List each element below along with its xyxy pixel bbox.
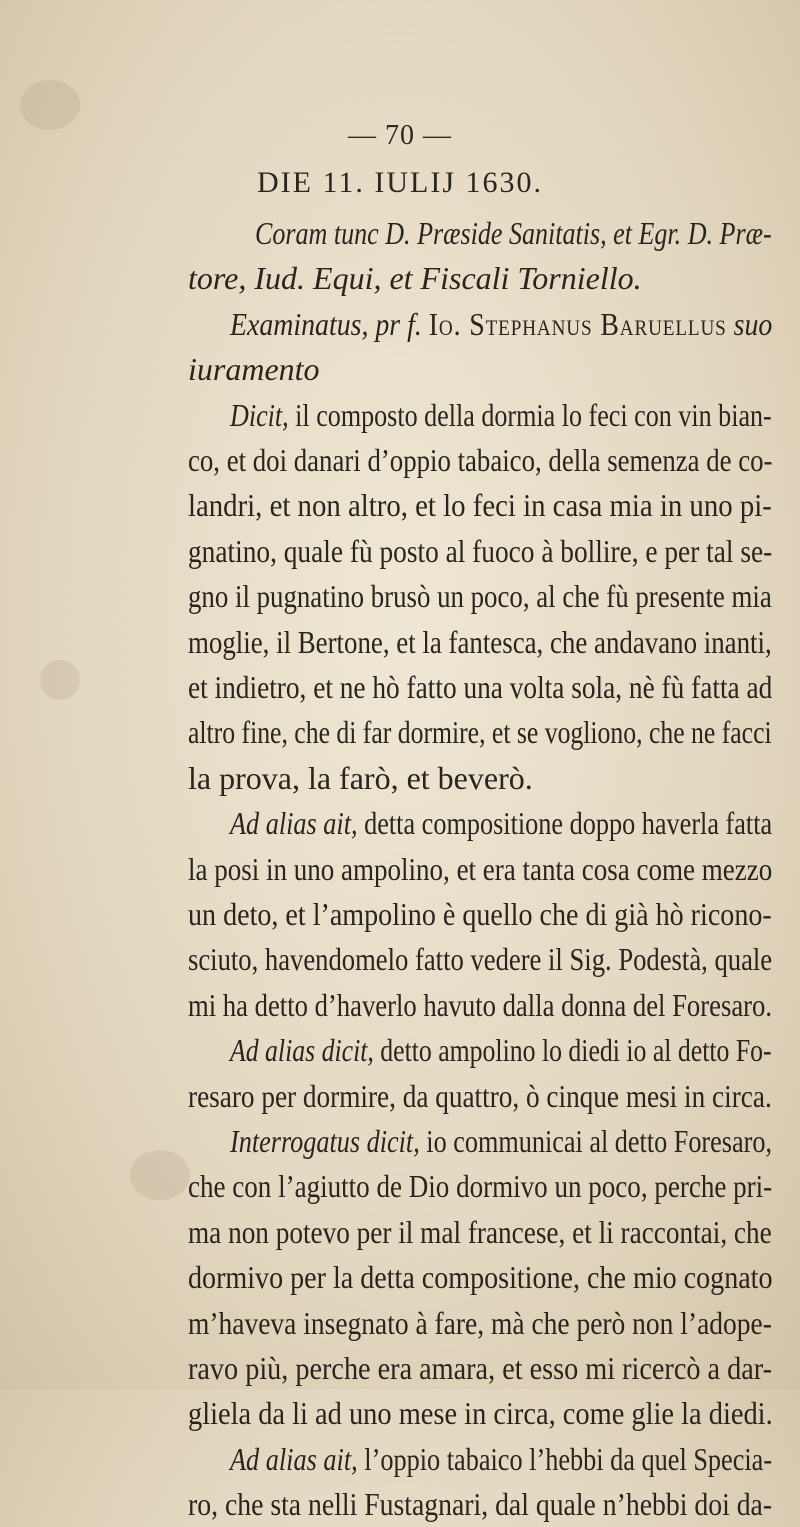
text-line — [230, 1118, 772, 1164]
date-heading: DIE 11. IULIJ 1630. — [256, 166, 543, 199]
italic-run: iuramento — [188, 351, 320, 388]
text-line — [188, 664, 772, 710]
text-run: che con l’agiutto de Dio dormivo un poco, perche pri- — [188, 1168, 773, 1205]
italic-run: Coram tunc D. Præside Sanitatis, et Egr. D. Præ- — [255, 215, 772, 251]
text-line — [188, 755, 533, 801]
italic-run: tore, Iud. Equi, et Fiscali Torniello. — [188, 260, 642, 297]
text-run: gnatino, quale fù posto al fuoco à bollire, e per tal se- — [188, 532, 773, 569]
text-run: detto ampolino lo diedi io al detto Fo- — [373, 1032, 772, 1069]
text-run: la posi in uno ampolino, et era tanta cosa come mezzo — [188, 850, 773, 887]
text-line — [230, 800, 772, 846]
text-run: dormivo per la detta compositione, che mio cognato — [188, 1259, 773, 1296]
text-line — [188, 437, 772, 483]
text-line — [188, 1073, 772, 1119]
text-run: landri, et non altro, et lo feci in casa mia in uno pi- — [188, 487, 772, 524]
text-run: gno il pugnatino brusò un poco, al che fù presente mia — [188, 578, 772, 615]
text-run: ma non potevo per il mal francese, et li raccontai, che — [188, 1213, 772, 1250]
page-number: — 70 — — [348, 120, 452, 151]
text-run: detta compositione doppo haverla fatta — [357, 805, 773, 842]
italic-run: Examinatus, pr f. — [230, 305, 429, 342]
text-line — [188, 1345, 772, 1391]
text-run: moglie, il Bertone, et la fantesca, che andavano inanti, — [188, 623, 772, 660]
text-line — [188, 891, 772, 937]
text-line — [188, 1209, 772, 1255]
italic-run: Dicit, — [230, 396, 289, 433]
text-run: ravo più, perche era amara, et esso mi ricercò a dar- — [188, 1350, 772, 1386]
text-line — [188, 709, 772, 755]
text-line — [188, 619, 772, 665]
text-run: m’haveva insegnato à fare, mà che però non l’adope- — [188, 1304, 772, 1341]
italic-run: Ad alias ait, — [230, 1440, 358, 1477]
text-line — [230, 1027, 772, 1073]
italic-run: suo — [726, 305, 773, 342]
text-line — [188, 1163, 772, 1209]
text-line — [255, 210, 772, 256]
text-line — [230, 301, 772, 347]
text-run: la prova, la farò, et beverò. — [188, 759, 533, 796]
text-run: ro, che sta nelli Fustagnari, dal quale n’hebbi doi da- — [188, 1486, 773, 1523]
italic-run: Interrogatus dicit, — [230, 1123, 420, 1159]
text-line — [188, 1300, 772, 1346]
text-run: altro fine, che di far dormire, et se vogliono, che ne facci — [188, 714, 772, 751]
paper-stain — [40, 660, 80, 700]
text-line — [188, 482, 772, 528]
text-run: l’oppio tabaico l’hebbi da quel Specia- — [357, 1440, 773, 1477]
text-line — [188, 1254, 773, 1300]
text-line — [188, 846, 772, 892]
text-line — [188, 255, 642, 301]
text-line — [188, 1481, 772, 1527]
text-run: et indietro, et ne hò fatto una volta sola, nè fù fatta ad — [188, 669, 773, 705]
text-line — [188, 346, 320, 392]
text-line — [188, 1390, 773, 1436]
italic-run: Ad alias ait, — [230, 805, 358, 842]
text-line — [230, 392, 772, 438]
text-run: sciuto, havendomelo fatto vedere il Sig. Podestà, quale — [188, 941, 773, 978]
text-line — [188, 936, 772, 982]
text-run: gliela da li ad uno mese in circa, come glie la diedi. — [188, 1395, 773, 1432]
text-run: resaro per dormire, da quattro, ò cinque mesi in circa. — [188, 1077, 772, 1114]
text-line — [230, 1436, 772, 1482]
name-run: Io. Stephanus Baruellus — [428, 305, 727, 342]
text-run: il composto della dormia lo feci con vin bian- — [288, 396, 772, 433]
italic-run: Ad alias dicit, — [230, 1032, 374, 1069]
paper-stain — [130, 1150, 190, 1200]
text-run: io communicai al detto Foresaro, — [419, 1123, 773, 1159]
text-line — [188, 573, 772, 619]
text-run: mi ha detto d’haverlo havuto dalla donna del Foresaro. — [188, 986, 773, 1023]
text-line — [188, 982, 772, 1028]
text-run: un deto, et l’ampolino è quello che di già hò ricono- — [188, 896, 772, 932]
text-run: co, et doi danari d’oppio tabaico, della semenza de co- — [188, 442, 773, 478]
text-line — [188, 528, 772, 574]
